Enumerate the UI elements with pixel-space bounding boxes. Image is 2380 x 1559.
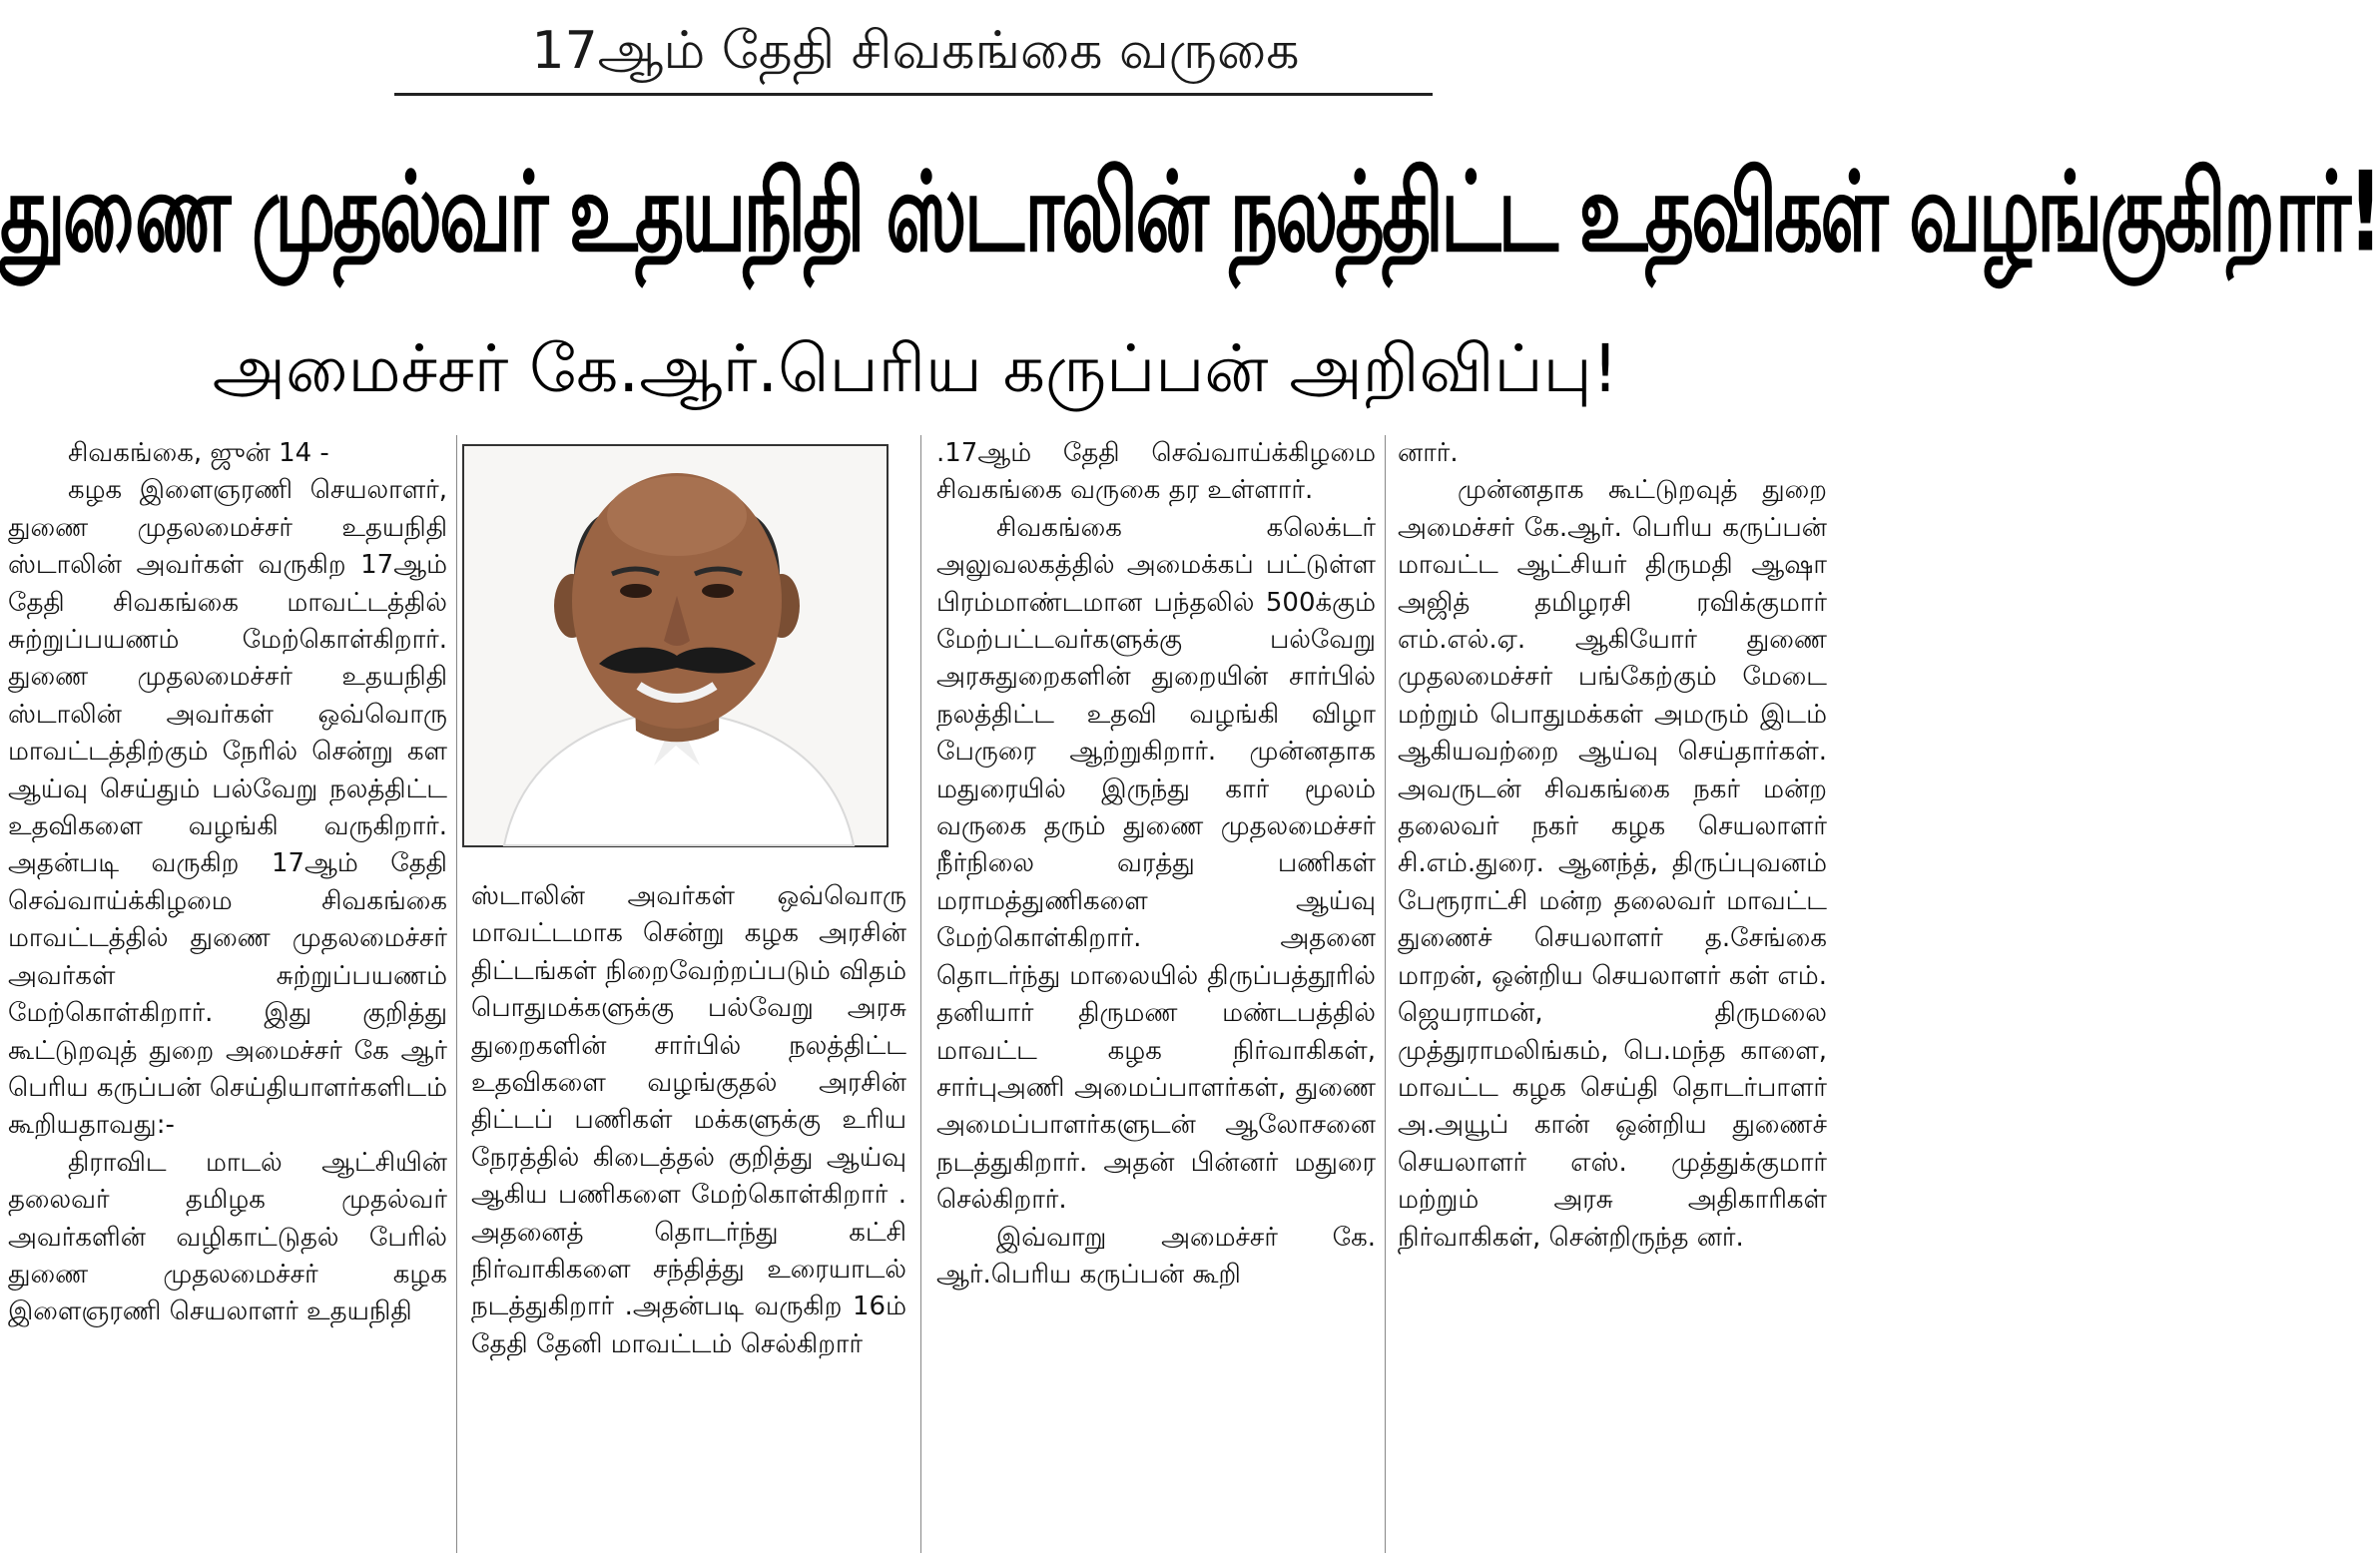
portrait-icon [464,446,887,845]
paragraph: .17ஆம் தேதி செவ்வாய்க்கிழமை சிவகங்கை வருகை தர உள்ளார். [936,438,1376,506]
paragraph: ஸ்டாலின் அவர்கள் ஒவ்வொரு மாவட்டமாக சென்று கழக அரசின் திட்டங்கள் நிறைவேற்றப்படும் விதம் பொதுமக்களுக்கு பல்வேறு அரசு துறைகளின் சார்பில் நலத்திட்ட உதவிகளை வழங்குதல் அரசின் திட்டப் பணிகள் மக்களுக்கு உரிய நேரத்தில் கிடைத்தல் குறித்து ஆய்வு ஆகிய பணிகளை மேற்கொள்கிறார் . அதனைத் தொடர்ந்து கட்சி நிர்வாகிகளை சந்தித்து உரையாடல் நடத்துகிறார் .அதன்படி வருகிற 16ம் தேதி தேனி மாவட்டம் செல்கிறார் [471,881,906,1359]
column-divider [1385,435,1386,1553]
paragraph: முன்னதாக கூட்டுறவுத் துறை அமைச்சர் கே.ஆர். பெரிய கருப்பன் மாவட்ட ஆட்சியர் திருமதி ஆஷா அஜித் தமிழரசி ரவிக்குமார் எம்.எல்.ஏ. ஆகியோர் துணை முதலமைச்சர் பங்கேற்கும் மேடை மற்றும் பொதுமக்கள் அமரும் இடம் ஆகியவற்றை ஆய்வு செய்தார்கள். அவருடன் சிவகங்கை நகர் மன்ற தலைவர் நகர் கழக செயலாளர் சி.எம்.துரை. ஆனந்த், திருப்புவனம் பேரூராட்சி மன்ற தலைவர் மாவட்ட துணைச் செயலாளர் த.சேங்கை மாறன், ஒன்றிய செயலாளர் கள் எம். ஜெயராமன், திருமலை முத்துராமலிங்கம், பெ.மந்த காளை, மாவட்ட கழக செய்தி தொடர்பாளர் அ.அயூப் கான் ஒன்றிய துணைச் செயலாளர் எஸ். முத்துக்குமார் மற்றும் அரசு அதிகாரிகள் நிர்வாகிகள், சென்றிருந்த னர். [1398,475,1827,1253]
subheadline: அமைச்சர் கே.ஆர்.பெரிய கருப்பன் அறிவிப்பு! [212,330,1619,407]
article-column-4 [1398,435,1827,1257]
column-divider [920,435,921,1553]
paragraph: இவ்வாறு அமைச்சர் கே. ஆர்.பெரிய கருப்பன் கூறி [936,1222,1376,1290]
paragraph: சிவகங்கை கலெக்டர் அலுவலகத்தில் அமைக்கப் பட்டுள்ள பிரம்மாண்டமான பந்தலில் 500க்கும் மேற்பட்டவர்களுக்கு பல்வேறு அரசுதுறைகளின் துறையின் சார்பில் நலத்திட்ட உதவி வழங்கி விழா பேருரை ஆற்றுகிறார். முன்னதாக மதுரையில் இருந்து கார் மூலம் வருகை தரும் துணை முதலமைச்சர் நீர்நிலை வரத்து பணிகள் மராமத்துணிகளை ஆய்வு மேற்கொள்கிறார். அதனை தொடர்ந்து மாலையில் திருப்பத்தூரில் தனியார் திருமண மண்டபத்தில் மாவட்ட கழக நிர்வாகிகள், சார்புஅணி அமைப்பாளர்கள், துணை அமைப்பாளர்களுடன் ஆலோசனை நடத்துகிறார். அதன் பின்னர் மதுரை செல்கிறார். [936,512,1376,1216]
article-column-1 [8,435,447,1331]
paragraph: னார். [1398,438,1459,468]
portrait-photo [462,444,889,847]
kicker-line: 17ஆம் தேதி சிவகங்கை வருகை [531,21,1300,81]
dateline: சிவகங்கை, ஜுன் 14 - [68,438,329,468]
paragraph: திராவிட மாடல் ஆட்சியின் தலைவர் தமிழக முதல்வர் அவர்களின் வழிகாட்டுதல் பேரில் துணை முதலமைச்சர் கழக இளைஞரணி செயலாளர் உதயநிதி [8,1147,447,1327]
article-column-2 [471,878,906,1363]
article-column-3 [936,435,1376,1294]
column-divider [456,435,457,1553]
paragraph: கழக இளைஞரணி செயலாளர், துணை முதலமைச்சர் உதயநிதி ஸ்டாலின் அவர்கள் வருகிற 17ஆம் தேதி சிவகங்கை மாவட்டத்தில் சுற்றுப்பயணம் மேற்கொள்கிறார். துணை முதலமைச்சர் உதயநிதி ஸ்டாலின் அவர்கள் ஒவ்வொரு மாவட்டத்திற்கும் நேரில் சென்று கள ஆய்வு செய்தும் பல்வேறு நலத்திட்ட உதவிகளை வழங்கி வருகிறார். அதன்படி வருகிற 17ஆம் தேதி செவ்வாய்க்கிழமை சிவகங்கை மாவட்டத்தில் துணை முதலமைச்சர் அவர்கள் சுற்றுப்பயணம் மேற்கொள்கிறார். இது குறித்து கூட்டுறவுத் துறை அமைச்சர் கே ஆர் பெரிய கருப்பன் செய்தியாளர்களிடம் கூறியதாவது:- [8,475,447,1141]
headline: துணை முதல்வர் உதயநிதி ஸ்டாலின் நலத்திட்ட உதவிகள் வழங்குகிறார்! [0,147,2380,276]
